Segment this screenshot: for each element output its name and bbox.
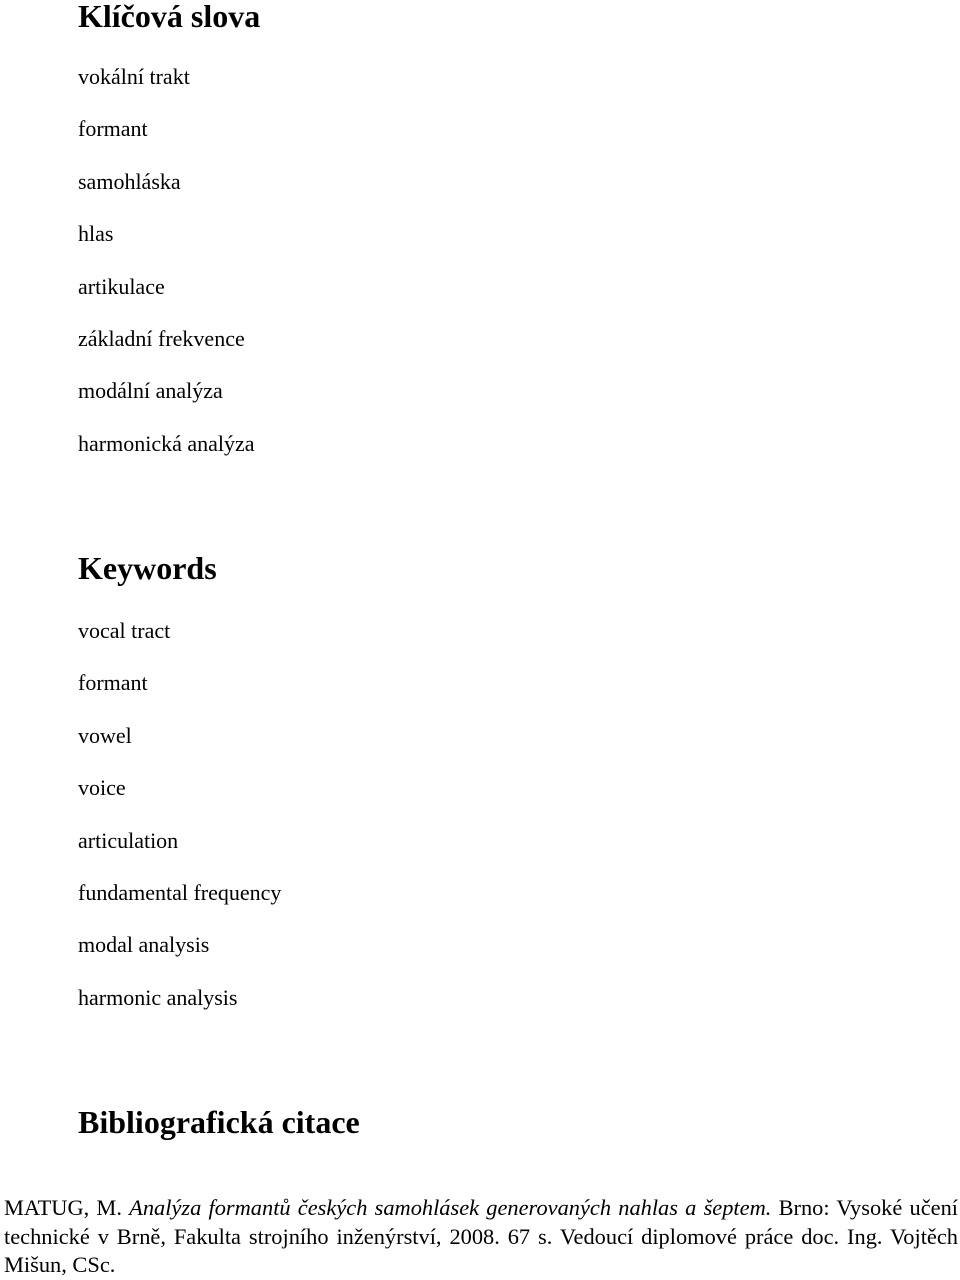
english-keyword-item: articulation [78,827,179,853]
czech-keyword-item: hlas [78,221,114,247]
citation-publication: Brno: Vysoké učení technické v Brně, Fakulta strojního inženýrství, 2008. 67 s. Vedoucí diplomové práce doc. Ing. Vojtěch Mišun, CSc. [4,1195,958,1277]
bibliographic-citation-heading: Bibliografická citace [78,1104,360,1140]
citation-text [4,1194,958,1280]
citation-author: MATUG, M. [4,1195,122,1220]
citation-work-title: Analýza formantů českých samohlásek generovaných nahlas a šeptem. [129,1195,772,1220]
english-keyword-item: modal analysis [78,932,210,958]
czech-keywords-heading: Klíčová slova [78,0,261,34]
czech-keywords-list [78,64,255,483]
english-keyword-item: formant [78,670,148,696]
english-keyword-item: fundamental frequency [78,879,282,905]
english-keyword-item: harmonic analysis [78,984,238,1010]
czech-keyword-item: základní frekvence [78,325,245,351]
czech-keyword-item: artikulace [78,273,165,299]
english-keyword-item: vowel [78,722,132,748]
czech-keyword-item: vokální trakt [78,64,190,89]
czech-keyword-item: samohláska [78,168,181,194]
english-keyword-item: voice [78,775,126,801]
czech-keyword-item: modální analýza [78,378,223,404]
czech-keyword-item: formant [78,116,148,142]
czech-keyword-item: harmonická analýza [78,430,255,456]
english-keywords-list [78,618,281,1037]
english-keywords-heading [78,550,217,586]
english-keywords-heading-text: Keywords [78,550,217,586]
english-keyword-item: vocal tract [78,618,171,643]
